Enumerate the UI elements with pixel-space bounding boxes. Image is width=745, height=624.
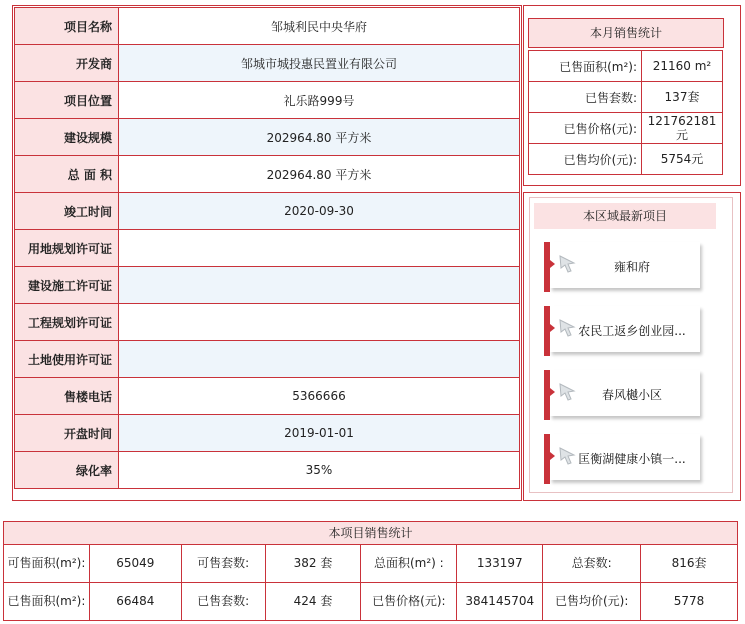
- info-key: 售楼电话: [15, 378, 119, 415]
- latest-project-item[interactable]: [544, 306, 708, 356]
- project-sales-table: [3, 544, 738, 621]
- monthly-row: [529, 113, 723, 144]
- info-row-name: [15, 8, 520, 45]
- monthly-value: 121762181元: [642, 113, 723, 144]
- latest-project-item[interactable]: [544, 370, 708, 420]
- stat-value: 65049: [89, 545, 181, 583]
- info-key: 绿化率: [15, 452, 119, 489]
- info-row-completion: [15, 193, 520, 230]
- info-key: 项目位置: [15, 82, 119, 119]
- info-value: 邹城市城投惠民置业有限公司: [119, 45, 520, 82]
- latest-projects-title: 本区域最新项目: [534, 203, 716, 229]
- info-key: 建设规模: [15, 119, 119, 156]
- monthly-sales-table: [528, 50, 723, 175]
- info-row-total-area: [15, 156, 520, 193]
- info-value: 邹城利民中央华府: [119, 8, 520, 45]
- stat-key: 可售套数:: [181, 545, 265, 583]
- stat-key: 已售套数:: [181, 583, 265, 621]
- info-row-scale: [15, 119, 520, 156]
- latest-project-item[interactable]: [544, 242, 708, 292]
- info-key: 开发商: [15, 45, 119, 82]
- stat-value: 382 套: [265, 545, 361, 583]
- stat-key: 已售价格(元):: [361, 583, 457, 621]
- monthly-key: 已售价格(元):: [529, 113, 642, 144]
- triangle-marker-icon: [550, 388, 555, 396]
- triangle-marker-icon: [550, 260, 555, 268]
- info-value: 35%: [119, 452, 520, 489]
- info-key: 用地规划许可证: [15, 230, 119, 267]
- latest-projects-inner: [529, 197, 733, 493]
- project-info-table: [14, 7, 520, 489]
- info-value: [119, 230, 520, 267]
- info-row-land-planning: [15, 230, 520, 267]
- info-row-opening: [15, 415, 520, 452]
- info-row-engineering-planning: [15, 304, 520, 341]
- monthly-row: [529, 51, 723, 82]
- stat-key: 已售面积(m²):: [4, 583, 90, 621]
- monthly-value: 5754元: [642, 144, 723, 175]
- info-key: 土地使用许可证: [15, 341, 119, 378]
- stat-key: 已售均价(元):: [543, 583, 641, 621]
- info-value: [119, 304, 520, 341]
- latest-projects-panel: [523, 192, 741, 501]
- latest-project-name[interactable]: 春风樾小区: [601, 388, 662, 402]
- stat-key: 可售面积(m²):: [4, 545, 90, 583]
- info-row-location: [15, 82, 520, 119]
- triangle-marker-icon: [550, 324, 555, 332]
- info-value: [119, 267, 520, 304]
- stat-value: 384145704: [457, 583, 543, 621]
- monthly-sales-title: 本月销售统计: [528, 18, 724, 48]
- latest-project-name[interactable]: 农民工返乡创业园...: [578, 324, 686, 338]
- stat-value: 133197: [457, 545, 543, 583]
- info-key: 总 面 积: [15, 156, 119, 193]
- info-value: 202964.80 平方米: [119, 119, 520, 156]
- info-key: 工程规划许可证: [15, 304, 119, 341]
- monthly-value: 137套: [642, 82, 723, 113]
- info-row-greening: [15, 452, 520, 489]
- stat-value: 66484: [89, 583, 181, 621]
- info-key: 竣工时间: [15, 193, 119, 230]
- info-value: 礼乐路999号: [119, 82, 520, 119]
- info-row-phone: [15, 378, 520, 415]
- monthly-value: 21160 m²: [642, 51, 723, 82]
- info-key: 项目名称: [15, 8, 119, 45]
- stat-value: 816套: [641, 545, 738, 583]
- info-key: 建设施工许可证: [15, 267, 119, 304]
- stat-value: 5778: [641, 583, 738, 621]
- monthly-key: 已售面积(m²):: [529, 51, 642, 82]
- monthly-key: 已售均价(元):: [529, 144, 642, 175]
- stat-key: 总套数:: [543, 545, 641, 583]
- info-row-construction-permit: [15, 267, 520, 304]
- info-value: 2020-09-30: [119, 193, 520, 230]
- info-value: 5366666: [119, 378, 520, 415]
- info-value: [119, 341, 520, 378]
- stat-key: 总面积(m²) :: [361, 545, 457, 583]
- info-value: 2019-01-01: [119, 415, 520, 452]
- info-row-developer: [15, 45, 520, 82]
- info-row-land-use: [15, 341, 520, 378]
- monthly-row: [529, 82, 723, 113]
- monthly-row: [529, 144, 723, 175]
- project-sales-title: 本项目销售统计: [3, 521, 738, 545]
- latest-project-name[interactable]: 匡衡湖健康小镇一...: [578, 452, 686, 466]
- monthly-sales-panel: [523, 5, 741, 186]
- project-sales-row-available: [4, 545, 738, 583]
- stat-value: 424 套: [265, 583, 361, 621]
- latest-project-name[interactable]: 雍和府: [613, 260, 650, 274]
- project-info-panel: [12, 5, 522, 501]
- info-value: 202964.80 平方米: [119, 156, 520, 193]
- monthly-key: 已售套数:: [529, 82, 642, 113]
- triangle-marker-icon: [550, 452, 555, 460]
- project-sales-row-sold: [4, 583, 738, 621]
- info-key: 开盘时间: [15, 415, 119, 452]
- latest-project-item[interactable]: [544, 434, 708, 484]
